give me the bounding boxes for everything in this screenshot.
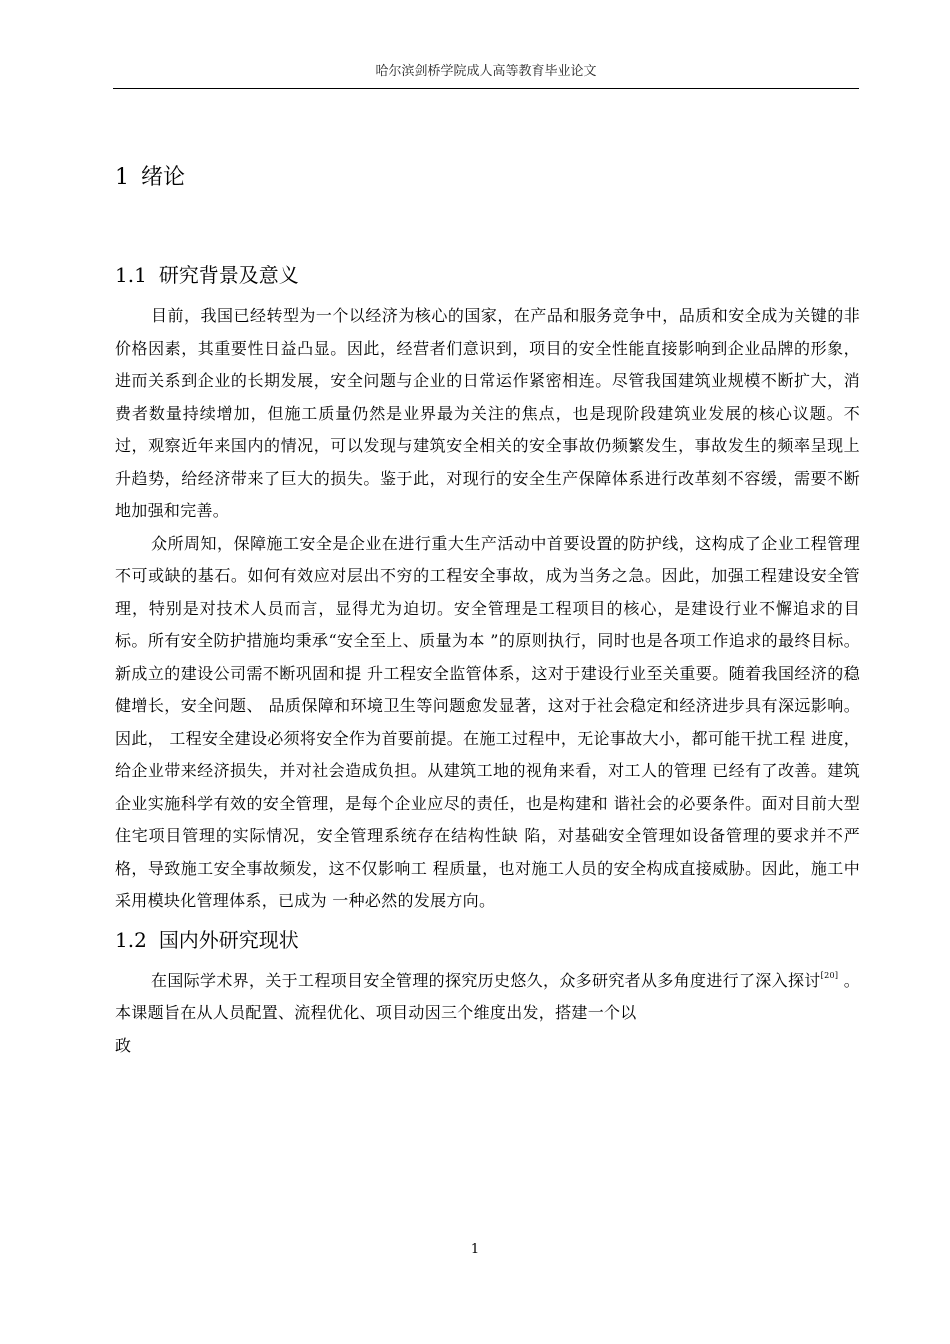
chapter-heading xyxy=(115,160,860,191)
section-heading-1-2 xyxy=(115,924,860,953)
paragraph-text: 。本课题旨在从人员配置、流程优化、项目动因三个维度出发，搭建一个以 xyxy=(115,970,861,1022)
citation-ref[interactable]: [20] xyxy=(820,970,839,980)
page-number: 1 xyxy=(470,1242,480,1257)
running-header: 哈尔滨剑桥学院成人高等教育毕业论文 xyxy=(375,64,597,79)
paragraph-text-wrap: 政 xyxy=(115,1035,132,1055)
paragraph: 众所周知，保障施工安全是企业在进行重大生产活动中首要设置的防护线，这构成了企业工程管理不可或缺的基石。如何有效应对层出不穷的工程安全事故，成为当务之急。因此，加强工程建设安全管理，特别是对技术人员而言，显得尤为迫切。安全管理是工程项目的核心，是建设行业不懈追求的目标。所有安全防护措施均秉承“安全至上、质量为本 ”的原则执行，同时也是各项工作追求的最终目标。新成立的建设公司需不断巩固和提 升工程安全监管体系，这对于建设行业至关重要。随着我国经济的稳健增长，安全问题、 品质保障和环境卫生等问题愈发显著，这对于社会稳定和经济进步具有深远影响。因此， 工程安全建设必须将安全作为首要前提。在施工过程中，无论事故大小，都可能干扰工程 进度，给企业带来经济损失，并对社会造成负担。从建筑工地的视角来看，对工人的管理 已经有了改善。建筑企业实施科学有效的安全管理，是每个企业应尽的责任，也是构建和 谐社会的必要条件。面对目前大型住宅项目管理的实际情况，安全管理系统存在结构性缺 陷，对基础安全管理如设备管理的要求并不严格，导致施工安全事故频发，这不仅影响工 程质量，也对施工人员的安全构成直接威胁。因此，施工中采用模块化管理体系，已成为 一种必然的发展方向。 xyxy=(115,533,860,910)
paragraph xyxy=(115,965,860,1063)
section-title: 研究背景及意义 xyxy=(158,263,299,287)
header-rule xyxy=(113,88,859,89)
section-heading-1-1 xyxy=(115,259,860,288)
section-title: 国内外研究现状 xyxy=(158,927,299,952)
paragraph: 目前，我国已经转型为一个以经济为核心的国家，在产品和服务竞争中，品质和安全成为关键的非价格因素，其重要性日益凸显。因此，经营者们意识到，项目的安全性能直接影响到企业品牌的形象，进而关系到企业的长期发展，安全问题与企业的日常运作紧密相连。尽管我国建筑业规模不断扩大，消费者数量持续增加，但施工质量仍然是业界最为关注的焦点，也是现阶段建筑业发展的核心议题。不过，观察近年来国内的情况，可以发现与建筑安全相关的安全事故仍频繁发生，事故发生的频率呈现上升趋势，给经济带来了巨大的损失。鉴于此，对现行的安全生产保障体系进行改革刻不容缓，需要不断地加强和完善。 xyxy=(115,306,860,520)
chapter-title: 绪论 xyxy=(141,165,186,190)
chapter-number: 1 xyxy=(115,165,129,190)
section-number: 1.2 xyxy=(115,927,147,952)
paragraph-text: 在国际学术界，关于工程项目安全管理的探究历史悠久，众多研究者从多角度进行了深入探讨 xyxy=(151,970,821,990)
section-number: 1.1 xyxy=(115,263,147,287)
page-body xyxy=(115,160,860,1062)
